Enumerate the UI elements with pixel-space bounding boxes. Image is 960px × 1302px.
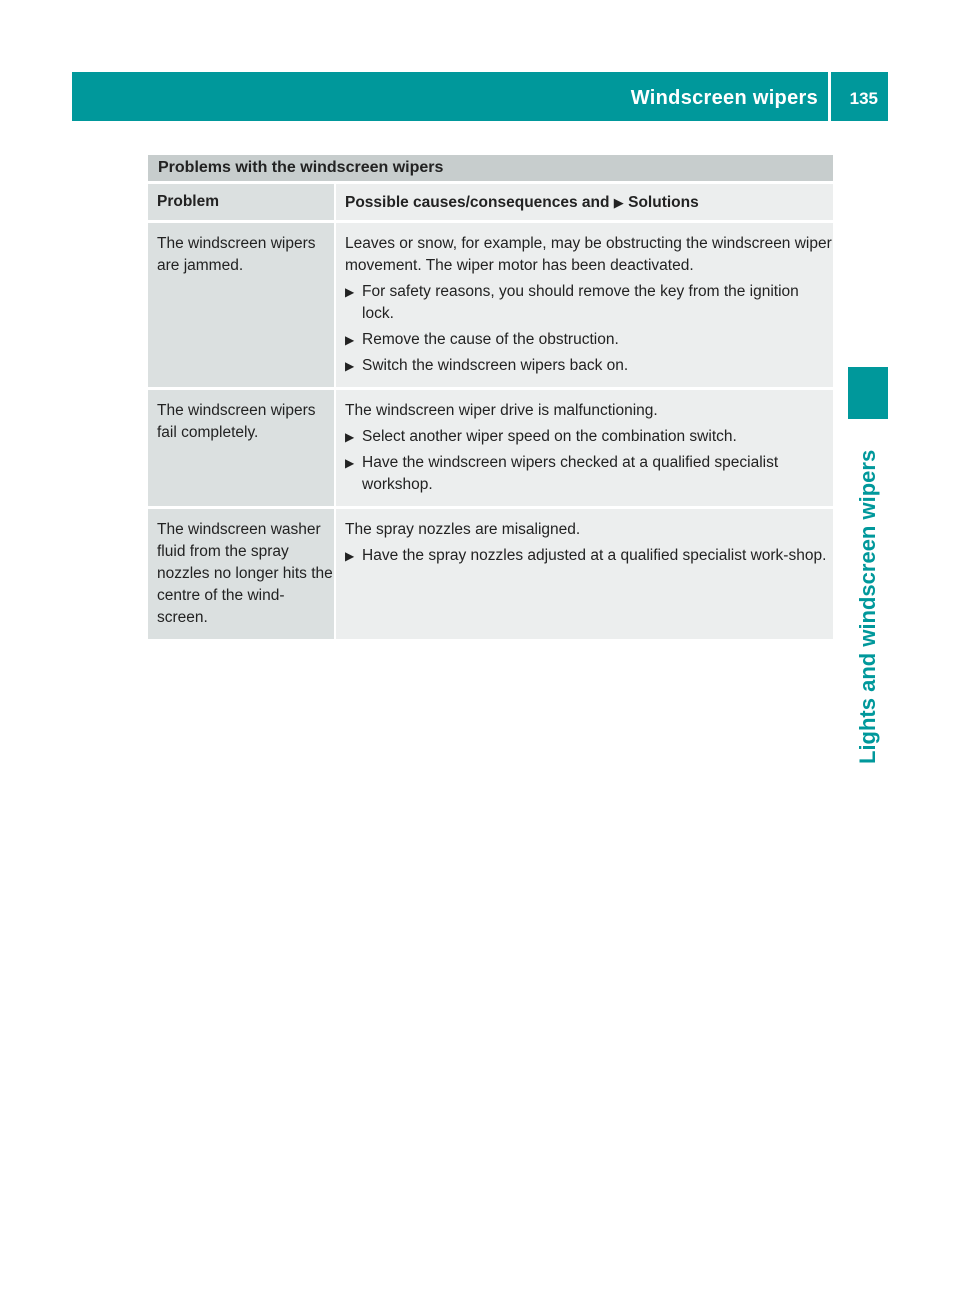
page-header — [72, 72, 888, 121]
action-arrow-icon: ▶ — [345, 359, 355, 373]
table-row — [148, 509, 833, 639]
action-arrow-icon: ▶ — [345, 456, 355, 470]
table-row — [148, 223, 833, 387]
section-title: Windscreen wipers — [630, 87, 818, 109]
table-row — [148, 390, 833, 506]
cause-text: The windscreen wiper drive is malfunctioning. — [345, 402, 658, 419]
step-text: Select another wiper speed on the combination switch. — [362, 428, 737, 445]
solution-cell — [336, 509, 833, 639]
table-header-row — [148, 184, 833, 220]
problems-table — [148, 155, 833, 639]
chapter-tab-label: Lights and windscreen wipers — [855, 449, 880, 764]
solution-step — [345, 355, 833, 377]
chapter-tab-marker — [848, 367, 888, 419]
step-text: For safety reasons, you should remove the key from the ignition lock. — [362, 283, 799, 322]
solution-cell — [336, 390, 833, 506]
step-text: Remove the cause of the obstruction. — [362, 331, 619, 348]
step-text: Have the spray nozzles adjusted at a qualified specialist work-shop. — [362, 547, 827, 564]
column-header-problem: Problem — [148, 184, 334, 220]
cause-text: The spray nozzles are misaligned. — [345, 521, 581, 538]
header-divider — [828, 72, 831, 121]
page-number: 135 — [849, 89, 878, 108]
solution-step — [345, 426, 833, 448]
solution-step — [345, 452, 833, 496]
step-text: Have the windscreen wipers checked at a qualified specialist workshop. — [362, 454, 779, 493]
column-header-solutions-prefix: Possible causes/consequences and — [345, 194, 610, 211]
cause-text: Leaves or snow, for example, may be obstructing the windscreen wiper movement. The wiper motor has been deactivated. — [345, 235, 832, 274]
action-arrow-icon: ▶ — [345, 549, 355, 563]
solution-cell — [336, 223, 833, 387]
solution-step — [345, 281, 833, 325]
solution-step — [345, 545, 833, 567]
problem-cell: The windscreen wipers fail completely. — [148, 390, 334, 506]
table-title: Problems with the windscreen wipers — [148, 155, 833, 181]
action-arrow-icon: ▶ — [345, 285, 355, 299]
problem-cell: The windscreen wipers are jammed. — [148, 223, 334, 387]
step-text: Switch the windscreen wipers back on. — [362, 357, 629, 374]
action-arrow-icon: ▶ — [345, 333, 355, 347]
column-header-solutions — [336, 184, 833, 220]
problem-cell: The windscreen washer fluid from the spray nozzles no longer hits the centre of the wind-screen. — [148, 509, 334, 639]
action-arrow-icon: ▶ — [613, 195, 624, 210]
action-arrow-icon: ▶ — [345, 430, 355, 444]
column-header-solutions-suffix: Solutions — [628, 194, 699, 211]
solution-step — [345, 329, 833, 351]
